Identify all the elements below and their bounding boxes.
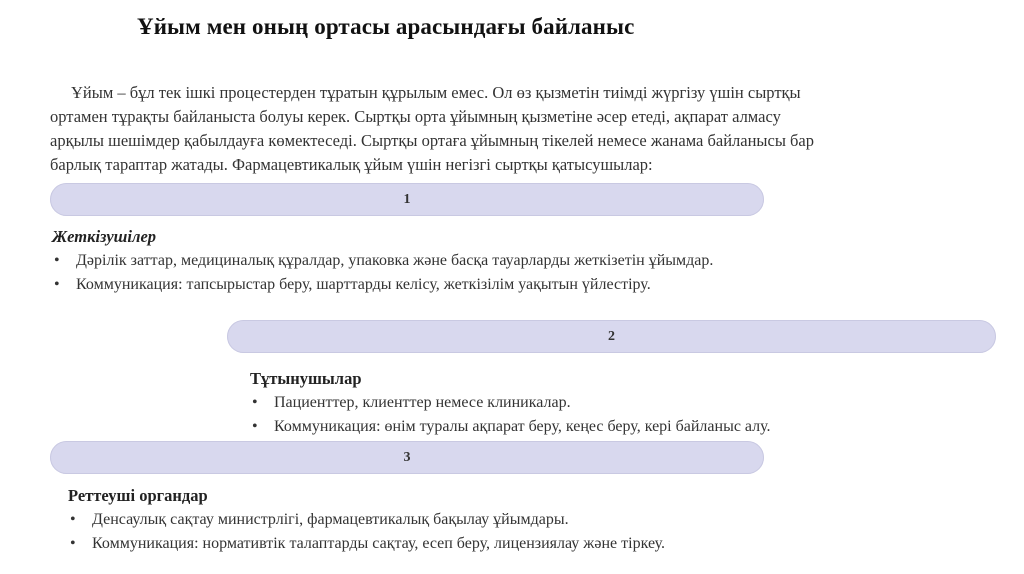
intro-line: барлық тараптар жатады. Фармацевтикалық ұйым үшін негізгі сыртқы қатысушылар: [50, 155, 653, 174]
list-item-text: Коммуникация: тапсырыстар беру, шарттарды келісу, жеткізілім уақытын үйлестіру. [76, 276, 651, 293]
bullet-icon: • [252, 394, 258, 411]
section-2-number-bar [227, 320, 996, 353]
list-item-text: Дәрілік заттар, медициналық құралдар, упаковка және басқа тауарларды жеткізетін ұйымдар. [76, 252, 714, 269]
list-item-text: Коммуникация: өнім туралы ақпарат беру, кеңес беру, кері байланыс алу. [274, 418, 771, 435]
bullet-icon: • [252, 418, 258, 435]
list-item [250, 391, 771, 415]
list-item-text: Денсаулық сақтау министрлігі, фармацевтикалық бақылау ұйымдары. [92, 511, 569, 528]
intro-line: арқылы шешімдер қабылдауға көмектеседі. Сыртқы ортаға ұйымның тікелей немесе жанама байланысы бар [50, 131, 815, 150]
list-item [68, 508, 665, 532]
section-number: 2 [608, 328, 615, 344]
bullet-icon: • [54, 276, 60, 293]
list-item [52, 273, 713, 297]
bullet-icon: • [54, 252, 60, 269]
section-heading: Реттеуші органдар [68, 486, 208, 505]
intro-line: Ұйым – бұл тек ішкі процестерден тұратын құрылым емес. Ол өз қызметін тиімді жүргізу үшін сыртқы [71, 83, 801, 102]
section-2-consumers [250, 367, 771, 439]
section-heading: Жеткізушілер [52, 227, 157, 246]
intro-paragraph [50, 81, 980, 177]
list-item-text: Пациенттер, клиенттер немесе клиникалар. [274, 394, 571, 411]
section-3-regulators [68, 484, 665, 556]
section-number: 1 [403, 191, 411, 207]
section-number: 3 [403, 449, 411, 465]
list-item [250, 415, 771, 439]
bullet-icon: • [70, 511, 76, 528]
bullet-list [68, 508, 665, 556]
bullet-icon: • [70, 535, 76, 552]
list-item [68, 532, 665, 556]
section-1-number-bar [50, 183, 764, 216]
section-3-number-bar [50, 441, 764, 474]
intro-line: ортамен тұрақты байланыста болуы керек. Сыртқы орта ұйымның қызметіне әсер етеді, ақпарат алмасу [50, 107, 781, 126]
section-1-suppliers [52, 225, 713, 297]
list-item [52, 249, 713, 273]
bullet-list [250, 391, 771, 439]
bullet-list [52, 249, 713, 297]
list-item-text: Коммуникация: нормативтік талаптарды сақтау, есеп беру, лицензиялау және тіркеу. [92, 535, 666, 552]
section-heading: Тұтынушылар [250, 369, 362, 388]
slide-title: Ұйым мен оның ортасы арасындағы байланыс [137, 14, 635, 39]
